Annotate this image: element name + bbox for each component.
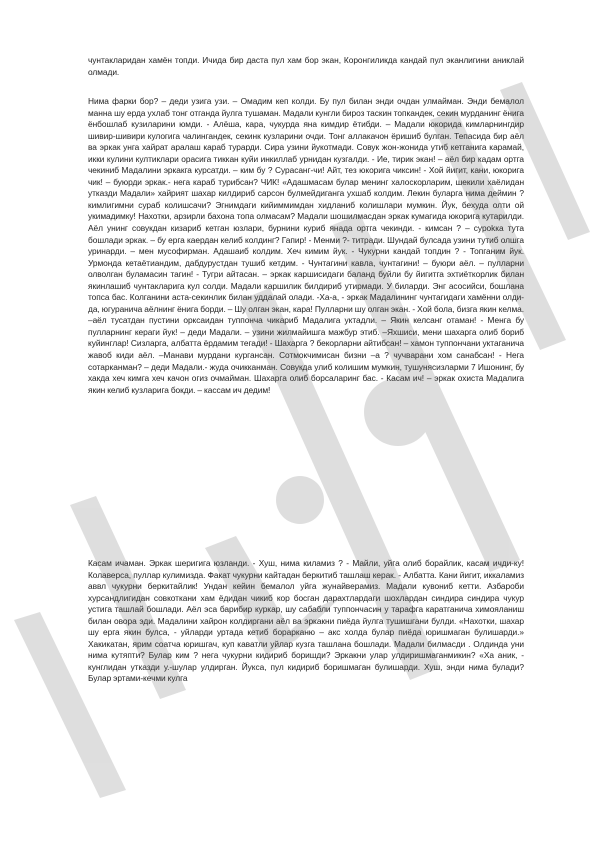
paragraph-3 [88,558,524,685]
paragraph-1 [88,55,524,78]
paragraph-2 [88,96,524,396]
paragraph-text: Касам ичаман. Эркак шеригига юзланди. - Хуш, нима киламиз ? - Майли, уйга олиб борайлик, касам ичди-ку! Колаверса, пуллар кулимизда. Факат чукурни кайтадан беркитиб ташлаш керак. - Албатта. Кани йигит, иккаламиз аввл чукурни беркитайлик! Ундан кейин бемалол уйга жунайвeрамиз. Мадали кувониб кетти. Азбароби хурсандлигидан совкоткани хам ёдидан чикиб кор босган дарахтлардаги шохлардан синдира синдира чукур устига ташлай бошлади. Аёл эса барибир куркар, шу сабабли туппончасин у тарафга каратганича химояланиш билан овора эди. Мадалини хайрон колдиргани аёл ва эркакни пиёда йулга тушишгани булди. «Нахотки, шахар шу ерга якин булса, - уйларди уртада кетиб борарканю – акс холда булар пиёда юришмаган булишарди.» Хакикатан, ярим соатча юришгач, куп каватли уйлар кузга ташлана бошлади. Мадали билмасди . Олдинда уни нима кутяпти? Булар ким ? нега чукурни кидириб боришди? Эркакни улар улдиришмаганмикин? «Ха аник, - кунглидан утказди у.-шулар улдирган. Йукса, пул кидириб боришмаган булишарди. Хуш, энди нима булади? Булар эртами-кечми кулга [88,558,524,684]
paragraph-text: Нима фарки бор? – деди узига узи. – Омадим кеп колди. Бу пул билан энди очдан улмайман. Энди бемалол манна шу ерда ухлаб тонг отганда йулга тушаман. Мадали кунгли бироз таскин топкандек, секин мурданинг ёнига ёнбошлаб кузиларини юмди. - Алёша, кара, чукурда яна кимдир ётибди. – Мадали юкорида кимларнингдир шивир-шивири кулогига чалингандек, секинк кузларини очди. Тонг аллакачон ёришиб булган. Тепасида бир аёл ва эркак унга хайрат аралаш караб турарди. Сира узини йукотмади. Совук жон-жонида утиб кетганига карамай, икки кулини култиклари орасига тиккан куйи инкиллаб урнидан кузгалди. - Ие, тирик экан! – аёл бир кадам ортга чекиниб Мадалини эркакга курсатди. – ким бу ? Сурасанг-чи! Айт, тез юкорига чиксин! - Хой йигит, кани, юкорига чик! – буюрди эркак.- нега караб турибсан? ЧИК! «Адашмасам булар менинг халоскорларим, шекили хаёлидан утказди Мадали» хайрият шахар килдириб сарсон булмейдиганга ухшаб колдим. Лекин буларга нима деймин ? кимлигимни сураб колишсачи? Эгнимдаги кийиммимдан хидланиб колишлари мумкин. Йук, бехуда олти ой укимадимку! Нахотки, арзирли бахона топа олмасам? Мадали шошилмасдан эркак кумагида юкорига кутарилди. Аёл унинг совукдан кизариб кетган юзлари, бурнини куриб янада ортга чекинди. - кимсан ? – суроkка тута бошлади эркак. – бу ерга каердан келиб колдинг? Гапир! - Менми ?- титради. Шундай булсада узини тутиб олшга уринарди. – мен мусофирман. Адашаиб колдим. Хеч кимим йук. - Чукурни кандай топдин ? - Топганим йук. Урмонда кетаётиандим, дабдурустдан тушиб кетдим. - Чунтагини кавла, чунтагини! – буюри аёл. – пулларни олволган буламасин тагин! - Тугри айтасан. – эркак каршисидаги баланд буйли бу йигитга эхтиёткорлик билан якинлашиб чунтакларига кул солди. Мадали каршилик билдириб утирмади. У биларди. Энг асосийси, бошлана топса бас. Колганини аста-секинлик билан уддалай олади. -Ха-а, - эркак Мадалининг чунтагидаги хамённи олди-да, югуранича аёлнинг ёнига борди. – Шу олган экан, кара! Пулларни шу олган экан. - Хой бола, бизга якин келма. –аёл тусатдан пустини орксаидан туппончa чикариб Мадалига уктадли. – Якин келсанг отаман! - Менга бу пулларнинг кераги йук! – деди Мадали. – узини жилмайишга мажбур этиб. –Яхшиси, мени шахарга олиб бориб куйинглар! Сизларга, албатта ёрдамим тегади! - Шахарга ? бекорларни айтибсан! – хамон туппончани уктаганича жавоб киди аёл. –Манави мурдани кургансан. Сотмокчимисан бизни –а ? чучварани хом санабсан! - Нега сотарканман? – деди Мадали.- жуда очикканман. Совукда улиб колишим мумкин, тушунясизларми 7 Ишонинг, бу хакда хеч кимга хеч качон огиз очмайман. Шахарга олиб борсаларинг бас. - Касам ич! – эркак охиста Мадалига якин келиб кузларига бокди. – кассам ич дедим! [88,96,524,395]
paragraph-text: чунтакларидан хамён топди. Ичида бир даста пул хам бор экан, Коронгиликда кандай пул эканлигини аниклай олмади. [88,55,524,77]
